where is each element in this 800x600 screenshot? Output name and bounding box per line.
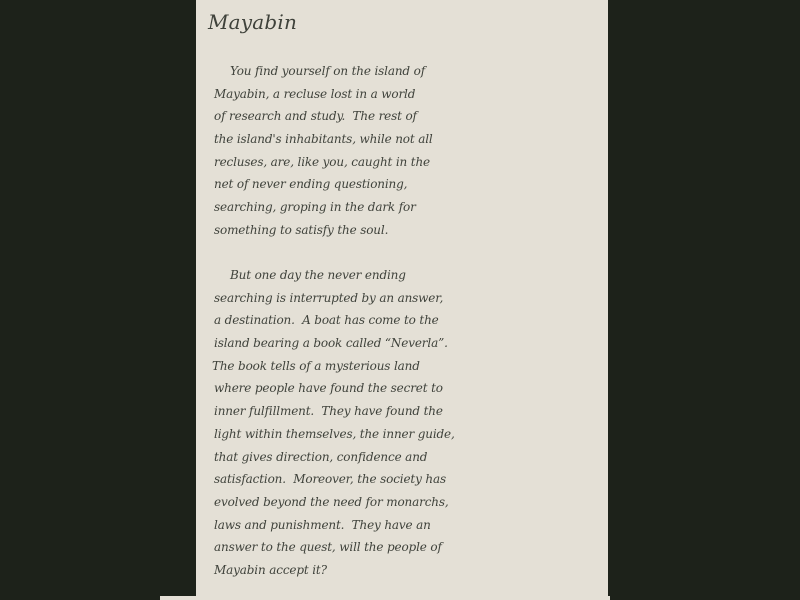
story-line: light within themselves, the inner guide, xyxy=(214,426,455,441)
story-line: evolved beyond the need for monarchs, xyxy=(214,494,449,509)
story-line: searching is interrupted by an answer, xyxy=(214,290,444,305)
story-line: satisfaction. Moreover, the society has xyxy=(214,472,446,487)
story-line: the island's inhabitants, while not all xyxy=(214,132,433,147)
story-line: recluses, are, like you, caught in the xyxy=(214,154,431,169)
story-line: laws and punishment. They have an xyxy=(214,517,431,532)
story-line: You find yourself on the island of xyxy=(230,64,425,78)
story-line: that gives direction, confidence and xyxy=(214,449,428,464)
story-line: searching, groping in the dark for xyxy=(214,200,416,215)
story-line: inner fulfillment. They have found the xyxy=(214,404,443,419)
story-paragraph-1 xyxy=(196,60,608,242)
story-line: The book tells of a mysterious land xyxy=(212,358,420,373)
story-paragraph-2 xyxy=(196,264,608,582)
story-page xyxy=(196,0,608,596)
story-line: island bearing a book called “Neverla”. xyxy=(214,336,448,351)
story-line: something to satisfy the soul. xyxy=(214,222,389,237)
story-line: of research and study. The rest of xyxy=(214,109,417,124)
page-bottom-edge xyxy=(160,596,610,600)
story-line: Mayabin, a recluse lost in a world xyxy=(214,86,416,101)
story-line: where people have found the secret to xyxy=(214,381,443,396)
story-line: a destination. A boat has come to the xyxy=(214,313,439,328)
story-line: Mayabin accept it? xyxy=(214,562,327,577)
story-title: Mayabin xyxy=(208,10,298,34)
story-line: answer to the quest, will the people of xyxy=(214,540,442,555)
story-line: But one day the never ending xyxy=(230,268,406,282)
story-line: net of never ending questioning, xyxy=(214,177,408,192)
